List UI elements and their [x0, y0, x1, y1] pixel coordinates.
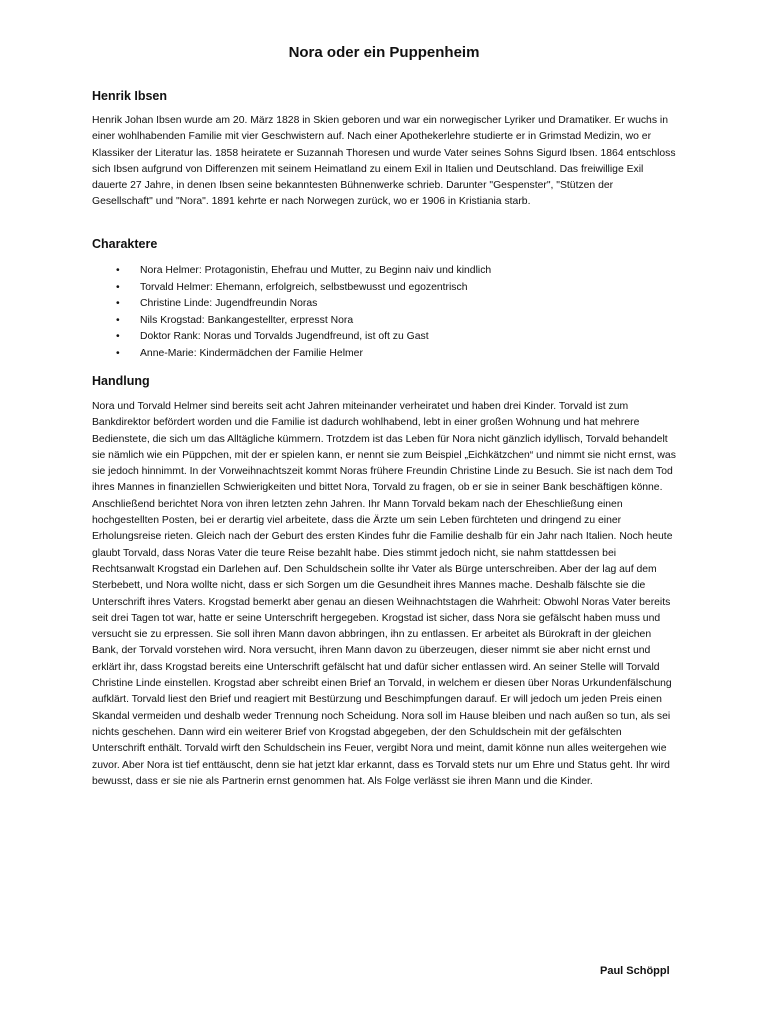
bullet-icon: •: [116, 331, 120, 342]
bullet-icon: •: [116, 298, 120, 309]
plot-heading: Handlung: [92, 374, 150, 388]
bullet-icon: •: [116, 281, 120, 293]
characters-list: [92, 263, 676, 362]
plot-paragraph: Nora und Torvald Helmer sind bereits seit acht Jahren miteinander verheiratet und haben drei Kinder. Torvald ist zum Bankdirektor befördert worden und die Familie ist dadurch wohlhabend, lebt in einer großen Wohnung und hat mehrere Bedienstete, die sich um das Alltägliche kümmern. Trotzdem ist das Leben für Nora nicht gänzlich idyllisch, Torvald behandelt sie nämlich wie ein Püppchen, mit der er spielen kann, er nennt sie zum Beispiel „Eichkätzchen“ und nimmt sie nicht ernst, was sie jedoch hinnimmt. In der Vorweihnachtszeit kommt Noras frühere Freundin Christine Linde zu Besuch. Sie ist nach dem Tod ihres Mannes in finanziellen Schwierigkeiten und bittet Nora, Torvald zu fragen, ob er sie in seiner Bank beschäftigen könne. Anschließend berichtet Nora von ihren letzten zehn Jahren. Ihr Mann Torvald bekam nach der Eheschließung einen hochgestellten Posten, bei er derartig viel arbeitete, dass die Ärzte um sein Leben fürchteten und dringend zu einer Erholungsreise rieten. Gleich nach der Geburt des ersten Kindes fuhr die Familie deshalb für ein Jahr nach Italien. Noch heute glaubt Torvald, dass Noras Vater die teure Reise bezahlt habe. Dies stimmt jedoch nicht, sie nahm stattdessen bei Rechtsanwalt Krogstad ein Darlehen auf. Den Schuldschein sollte ihr Vater als Bürge unterschreiben. Aber der lag auf dem Sterbebett, und Nora wollte nicht, dass er sich Sorgen um die Gesundheit ihres Mannes mache. Deshalb fälschte sie die Unterschrift ihres Vaters. Krogstad bemerkt aber genau an diesen Weihnachtstagen die Wahrheit: Obwohl Noras Vater bereits seit drei Tagen tot war, hatte er seine Unterschrift hergegeben. Krogstad ist sicher, dass Nora sie gefälscht haben muss und versucht sie zu erpressen. Sie soll ihren Mann davon abbringen, ihn zu entlassen. Er arbeitet als Bürokraft in der gleichen Bank, der Torvald vorstehen wird. Nora versucht, ihren Mann davon zu überzeugen, dieser nimmt sie aber nicht ernst und erklärt ihr, dass Krogstad bereits eine Unterschrift gefälscht hat und dafür sicher entlassen wird. An seiner Stelle will Torvald Christine Linde einstellen. Krogstad aber schreibt einen Brief an Torvald, in welchem er diesen über Noras Urkundenfälschung aufklärt. Torvald liest den Brief und reagiert mit Bestürzung und Beschimpfungen darauf. Er will jedoch um jeden Preis einen Skandal vermeiden und deshalb weder Trennung noch Scheidung. Nora soll im Hause bleiben und nach außen so tun, als sei nichts geschehen. Dann wird ein weiterer Brief von Krogstad abgegeben, der den Schuldschein mit der gefälschten Unterschrift enthält. Torvald wirft den Schuldschein ins Feuer, vergibt Nora und meint, damit könne nun alles weitergehen wie zuvor. Aber Nora ist tief enttäuscht, denn sie hat jetzt klar erkannt, dass es Torvald stets nur um Ehre und Status geht. Ihr wird bewusst, dass er sie nie als Partnerin ernst genommen hat. Als Folge verlässt sie ihren Mann und die Kinder.: [92, 401, 676, 787]
list-item: [92, 296, 676, 313]
list-item: [92, 280, 676, 297]
list-item: [92, 346, 676, 363]
characters-heading: Charaktere: [92, 237, 158, 251]
list-item: [92, 263, 676, 280]
character-text: Christine Linde: Jugendfreundin Noras: [140, 298, 318, 309]
character-text: Doktor Rank: Noras und Torvalds Jugendfreund, ist oft zu Gast: [140, 331, 429, 342]
bullet-icon: •: [116, 347, 120, 359]
bullet-icon: •: [116, 314, 120, 326]
list-item: [92, 313, 676, 330]
character-text: Nils Krogstad: Bankangestellter, erpresst Nora: [140, 314, 354, 326]
document-title: Nora oder ein Puppenheim: [288, 44, 480, 61]
footer-author: Paul Schöppl: [600, 965, 670, 977]
character-text: Anne-Marie: Kindermädchen der Familie Helmer: [140, 347, 363, 359]
list-item: [92, 329, 676, 346]
character-text: Torvald Helmer: Ehemann, erfolgreich, selbstbewusst und egozentrisch: [140, 281, 468, 293]
character-text: Nora Helmer: Protagonistin, Ehefrau und Mutter, zu Beginn naiv und kindlich: [140, 265, 492, 276]
author-heading: Henrik Ibsen: [92, 89, 168, 103]
biography-paragraph: Henrik Johan Ibsen wurde am 20. März 1828 in Skien geboren und war ein norwegischer Lyriker und Dramatiker. Er wuchs in einer wohlhabenden Familie mit vier Geschwistern auf. Nach einer Apothekerlehre studierte er in Grimstad Medizin, wo er Klassiker der Literatur las. 1858 heiratete er Suzannah Thoresen und wurde Vater seines Sohns Sigurd Ibsen. 1864 entschloss sich Ibsen aufgrund von Differenzen mit seinem Heimatland zu einem Exil in Italien und Deutschland. Das freiwillige Exil dauerte 27 Jahre, in denen Ibsen seine bekanntesten Bühnenwerke schrieb. Darunter "Gespenster", "Stützen der Gesellschaft" und "Nora". 1891 kehrte er nach Norwegen zurück, wo er 1906 in Kristiania starb.: [92, 115, 676, 208]
bullet-icon: •: [116, 265, 120, 276]
